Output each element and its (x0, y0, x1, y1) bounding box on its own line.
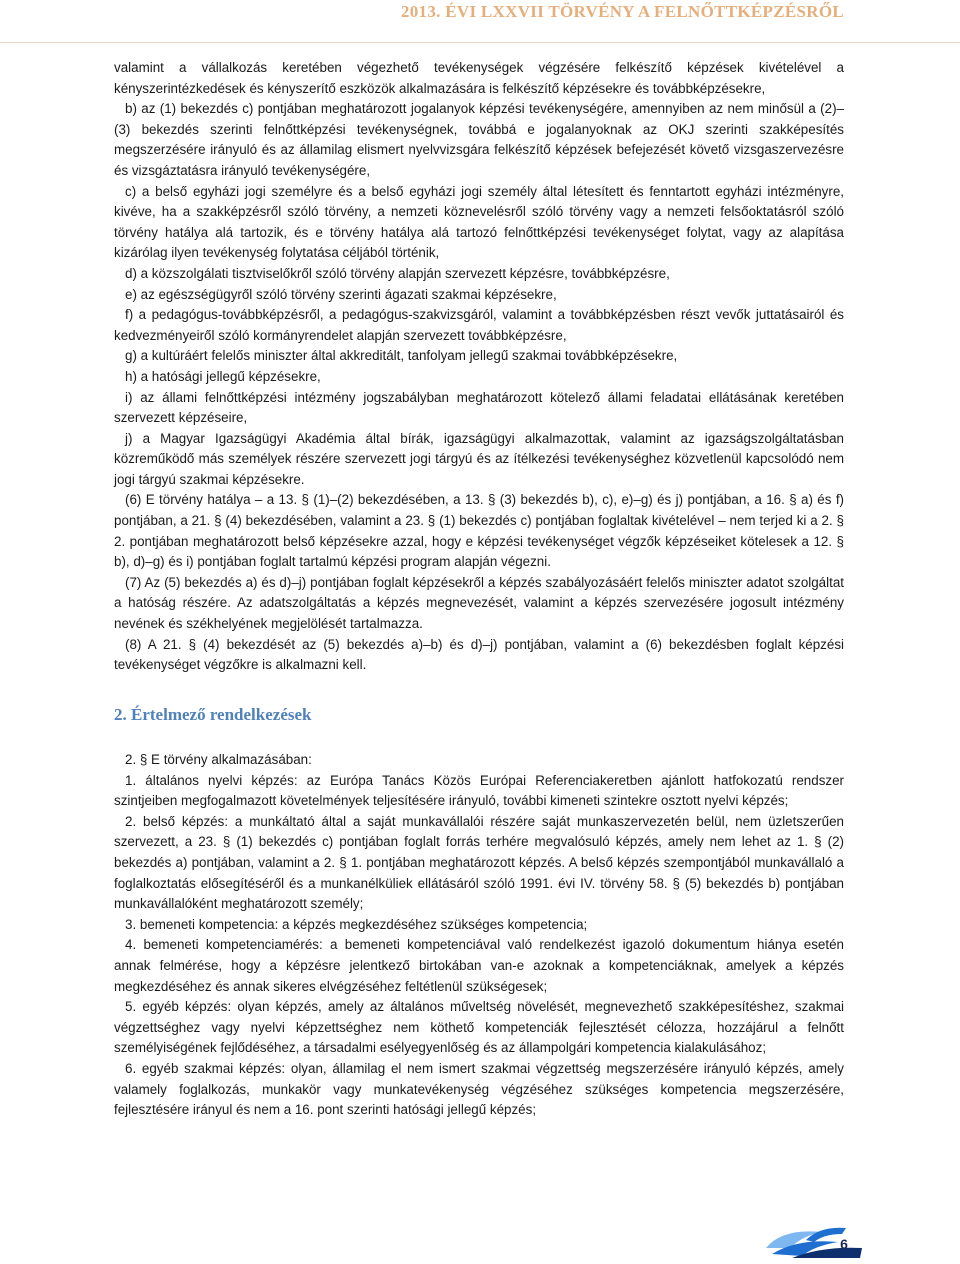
paragraph: h) a hatósági jellegű képzésekre, (125, 368, 321, 384)
paragraph: 4. bemeneti kompetenciamérés: a bemeneti kompetenciával való rendelkezést igazoló dokumentum hiánya esetén annak felmérése, hogy a képzésre jelentkező birtokában van-e azoknak a kompetenciáknak, amelyek a képzés megkezdéséhez és annak sikeres elvégzéséhez feltétlenül szükségesek; (114, 937, 844, 994)
paragraph: e) az egészségügyről szóló törvény szerinti ágazati szakmai képzésekre, (125, 286, 557, 302)
paragraph: b) az (1) bekezdés c) pontjában meghatározott jogalanyok képzési tevékenységére, amennyiben az nem minősül a (2)–(3) bekezdés szerinti felnőttképzési tevékenységnek, továbbá e jogalanyoknak az OKJ szerinti szakképesítés megszerzésére irányuló és az államilag elismert nyelvvizsgára felkészítő képzések befejezését követő vizsgaszervezésre és vizsgáztatásra irányuló tevékenységére, (114, 101, 844, 178)
document-body (114, 58, 844, 676)
section-heading: 2. Értelmező rendelkezések (114, 705, 312, 724)
paragraph: (8) A 21. § (4) bekezdését az (5) bekezdés a)–b) és d)–j) pontjában, valamint a (6) bekezdésben foglalt képzési tevékenységet végzőkre is alkalmazni kell. (114, 636, 844, 673)
header-divider (0, 42, 960, 43)
paragraph: g) a kultúráért felelős miniszter által akkreditált, tanfolyam jellegű szakmai továbbképzésekre, (125, 348, 678, 364)
paragraph: f) a pedagógus-továbbképzésről, a pedagógus-szakvizsgáról, valamint a továbbképzésben részt vevők juttatásairól és kedvezményeiről szóló kormányrendelet alapján szervezett továbbképzésre, (114, 307, 844, 343)
paragraph: valamint a vállalkozás keretében végezhető tevékenységek végzésére felkészítő képzések kivételével a kényszerintézkedések és kényszerítő eszközök alkalmazására is felkészítő képzésekre és továbbképzésekre, (114, 60, 844, 96)
definitions-body (114, 750, 844, 1121)
paragraph: j) a Magyar Igazságügyi Akadémia által bírák, igazságügyi alkalmazottak, valamint az igazságszolgáltatásban közreműködő más személyek részére szervezett jogi tárgyú és az ítélkezési tevékenységhez közvetlenül kapcsolódó nem jogi tárgyú szakmai képzésekre. (114, 430, 844, 487)
paragraph: c) a belső egyházi jogi személyre és a belső egyházi jogi személy által létesített és fenntartott egyházi intézményre, kivéve, ha a szakképzésről szóló törvény, a nemzeti köznevelésről szóló törvény vagy a nemzeti felsőoktatásról szóló törvény hatálya alá tartozik, és e törvény hatálya alá tartozó felnőttképzési tevékenységet folytat, vagy az alapítása kizárólag ilyen tevékenység folytatása céljából történik, (114, 183, 844, 261)
paragraph: 3. bemeneti kompetencia: a képzés megkezdéséhez szükséges kompetencia; (125, 916, 588, 932)
paragraph: d) a közszolgálati tisztviselőkről szóló törvény alapján szervezett képzésre, továbbképzésre, (125, 265, 670, 281)
page-number: 6 (840, 1236, 848, 1252)
running-header: 2013. ÉVI LXXVII TÖRVÉNY A FELNŐTTKÉPZÉSRŐL (400, 2, 844, 21)
paragraph: (6) E törvény hatálya – a 13. § (1)–(2) bekezdésében, a 13. § (3) bekezdés b), c), e)–g) és j) pontjában, a 16. § a) és f) pontjában, a 21. § (4) bekezdésében, valamint a 23. § (1) bekezdés c) pontjában foglaltak kivételével – nem terjed ki a 2. § 2. pontjában meghatározott belső képzésekre azzal, hogy e képzési tevékenységet végzők képzéseiket kötelesek a 12. § b), d)–g) és i) pontjában foglalt tartalmú képzési program alapján végezni. (114, 492, 844, 570)
paragraph: i) az állami felnőttképzési intézmény jogszabályban meghatározott kötelező állami feladatai ellátásának keretében szervezett képzéseire, (114, 389, 844, 426)
paragraph: 1. általános nyelvi képzés: az Európa Tanács Közös Európai Referenciakeretben ajánlott hatfokozatú rendszer szintjeiben megfogalmazott követelmények teljesítésére irányuló, további kimeneti szintekre osztott nyelvi képzés; (114, 772, 844, 809)
paragraph: 2. § E törvény alkalmazásában: (125, 752, 312, 767)
paragraph: 5. egyéb képzés: olyan képzés, amely az általános műveltség növelését, megnevezhető szakképesítéshez, szakmai végzettséghez vagy nyelvi képzettséghez nem köthető kompetenciák fejlesztését célozza, hozzájárul a felnőtt személyiségének fejlődéséhez, a társadalmi esélyegyenlőség és az állampolgári kompetencia kialakulásához; (114, 999, 844, 1056)
paragraph: (7) Az (5) bekezdés a) és d)–j) pontjában foglalt képzésekről a képzés szabályozásáért felelős miniszter adatot szolgáltat a hatóság részére. Az adatszolgáltatás a képzés megnevezését, valamint a képzés szervezésére jogosult intézmény nevének és székhelyének megjelölését tartalmazza. (114, 574, 844, 632)
paragraph: 2. belső képzés: a munkáltató által a saját munkavállalói részére saját munkaszervezetén belül, nem üzletszerűen szervezett, a 23. § (1) bekezdés c) pontjában foglalt forrás terhére megvalósuló képzés, amely nem lehet az 1. § (2) bekezdés a) pontjában, valamint a 2. § 1. pontjában meghatározott képzés. A belső képzés szempontjából munkavállaló a foglalkoztatás elősegítéséről és a munkanélküliek ellátásáról szóló 1991. évi IV. törvény 58. § (5) bekezdés b) pontjában munkavállalóként meghatározott személy; (114, 813, 844, 912)
paragraph: 6. egyéb szakmai képzés: olyan, államilag el nem ismert szakmai végzettség megszerzésére irányuló képzés, amely valamely foglalkozás, munkakör vagy munkatevékenység végzéséhez szükséges kompetencia megszerzésére, fejlesztésére irányul és nem a 16. pont szerinti hatósági jellegű képzés; (114, 1060, 844, 1118)
